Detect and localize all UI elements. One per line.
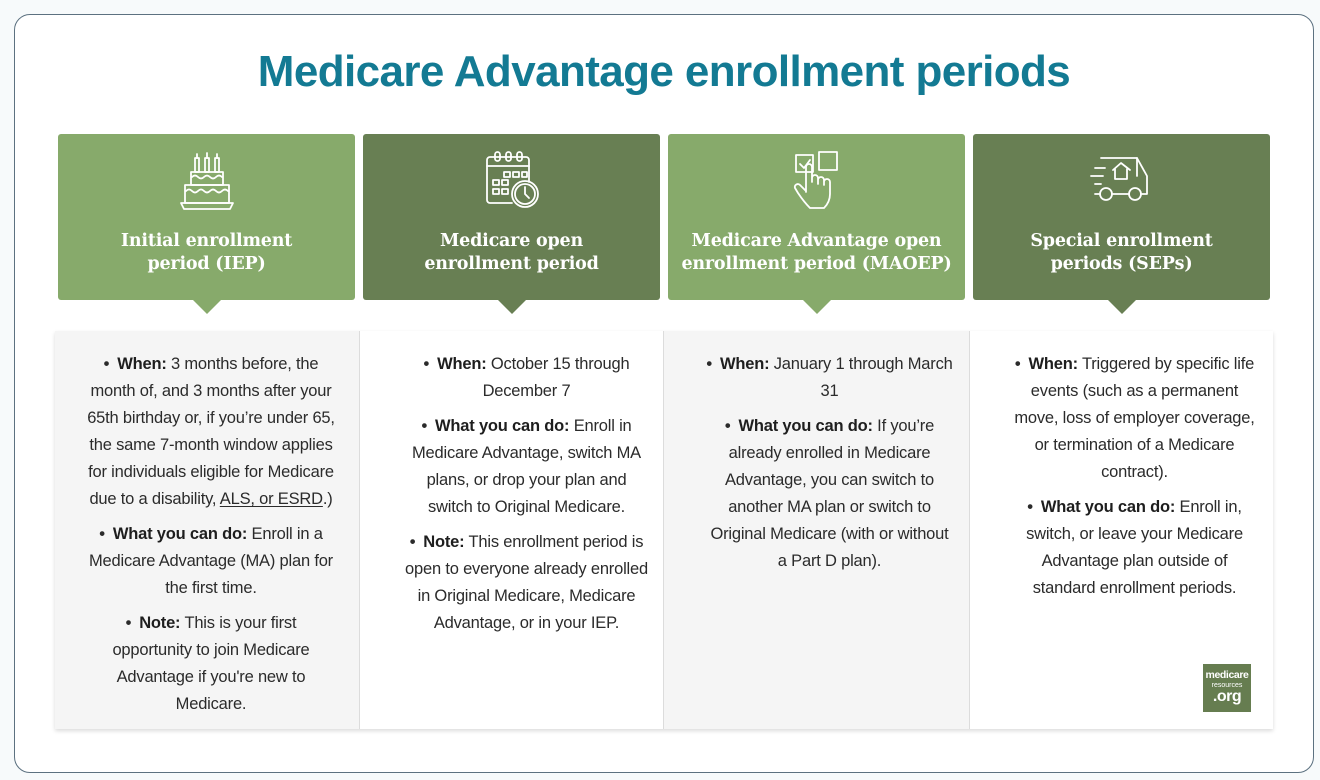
- pointer-arrow: [1108, 300, 1136, 314]
- period-details: [55, 331, 1273, 729]
- details-list: [404, 351, 649, 637]
- detail-label: What you can do:: [738, 417, 873, 435]
- pointer-arrow: [803, 300, 831, 314]
- detail-text: Triggered by specific life events (such as a permanent move, loss of employer coverage, or termination of a Medicare contract).: [1014, 355, 1255, 481]
- header-card-iep: [58, 134, 355, 300]
- bullet: •: [103, 355, 110, 373]
- detail-when: [704, 351, 955, 405]
- header-title-line: Initial enrollment: [120, 231, 293, 251]
- logo-line: medicare: [1205, 669, 1249, 681]
- detail-when: [1010, 351, 1259, 486]
- hand-checkbox-icon: [782, 148, 852, 214]
- header-card-maoep: [668, 134, 965, 300]
- detail-what-you-can-do: [85, 521, 337, 602]
- details-list: [85, 351, 337, 718]
- logo-line: .org: [1212, 687, 1242, 705]
- detail-when: [85, 351, 337, 513]
- detail-label: What you can do:: [112, 525, 248, 543]
- logo-line: resources: [1211, 681, 1243, 689]
- bullet: •: [421, 417, 428, 435]
- bullet: •: [1027, 498, 1033, 516]
- header-title-line: Medicare Advantage open: [691, 231, 942, 251]
- header-card-seps: [973, 134, 1270, 300]
- bullet: •: [1014, 355, 1021, 373]
- header-title-line: Special enrollment: [1030, 231, 1213, 251]
- bullet: •: [409, 533, 416, 551]
- detail-text: If you’re already enrolled in Medicare Advantage, you can switch to another MA plan or switch to Original Medicare (with or without a Part D plan).: [710, 417, 949, 570]
- detail-what-you-can-do: [404, 413, 649, 521]
- detail-text: Enroll in Medicare Advantage, switch MA plans, or drop your plan and switch to Original Medicare.: [412, 417, 641, 516]
- header-title: [363, 230, 660, 276]
- details-column-iep: [55, 331, 360, 729]
- als-esrd-link[interactable]: ALS, or ESRD: [219, 490, 323, 508]
- detail-label: What you can do:: [1040, 498, 1176, 516]
- header-title: [58, 230, 355, 276]
- bullet: •: [724, 417, 731, 435]
- details-list: [1010, 351, 1259, 602]
- detail-text: This is your first opportunity to join Medicare Advantage if you're new to Medicare.: [112, 614, 310, 713]
- period-headers: [58, 134, 1270, 314]
- calendar-clock-icon: [477, 148, 547, 214]
- birthday-cake-icon: [172, 148, 242, 214]
- header-title-line: Medicare open: [440, 231, 583, 251]
- detail-what-you-can-do: [704, 413, 955, 575]
- detail-text: Enroll in, switch, or leave your Medicare Advantage plan outside of standard enrollment periods.: [1026, 498, 1243, 597]
- details-column-maoep: [664, 331, 970, 729]
- header-title: [668, 230, 965, 276]
- detail-label: Note:: [139, 614, 181, 632]
- detail-text: January 1 through March 31: [769, 355, 953, 400]
- bullet: •: [99, 525, 105, 543]
- details-list: [704, 351, 955, 575]
- header-card-oep: [363, 134, 660, 300]
- detail-label: When:: [719, 355, 770, 373]
- detail-what-you-can-do: [1010, 494, 1259, 602]
- detail-note: [85, 610, 337, 718]
- detail-label: What you can do:: [435, 417, 570, 435]
- detail-when: [404, 351, 649, 405]
- detail-text: Enroll in a Medicare Advantage (MA) plan for the first time.: [89, 525, 333, 597]
- detail-note: [404, 529, 649, 637]
- header-title-line: periods (SEPs): [1050, 254, 1193, 274]
- detail-label: Note:: [423, 533, 465, 551]
- moving-truck-house-icon: [1087, 148, 1157, 214]
- pointer-arrow: [498, 300, 526, 314]
- detail-text: This enrollment period is open to everyone already enrolled in Original Medicare, Medicare Advantage, or in your IEP.: [405, 533, 648, 632]
- details-column-oep: [360, 331, 664, 729]
- header-title-line: enrollment period: [424, 254, 599, 274]
- detail-text: October 15 through December 7: [482, 355, 630, 400]
- detail-label: When:: [1028, 355, 1078, 373]
- bullet: •: [706, 355, 712, 373]
- detail-text: .): [322, 490, 333, 508]
- page-title: Medicare Advantage enrollment periods: [257, 47, 1071, 96]
- detail-label: When:: [437, 355, 487, 373]
- header-title-line: enrollment period (MAOEP): [681, 254, 952, 274]
- header-title: [973, 230, 1270, 276]
- header-title-line: period (IEP): [147, 254, 266, 274]
- bullet: •: [423, 355, 430, 373]
- detail-text: 3 months before, the month of, and 3 months after your 65th birthday or, if you’re under 65, the same 7-month window applies for individuals eligible for Medicare due to a disability,: [87, 355, 335, 508]
- detail-label: When:: [117, 355, 167, 373]
- bullet: •: [125, 614, 132, 632]
- pointer-arrow: [193, 300, 221, 314]
- medicareresources-logo: [1203, 664, 1251, 712]
